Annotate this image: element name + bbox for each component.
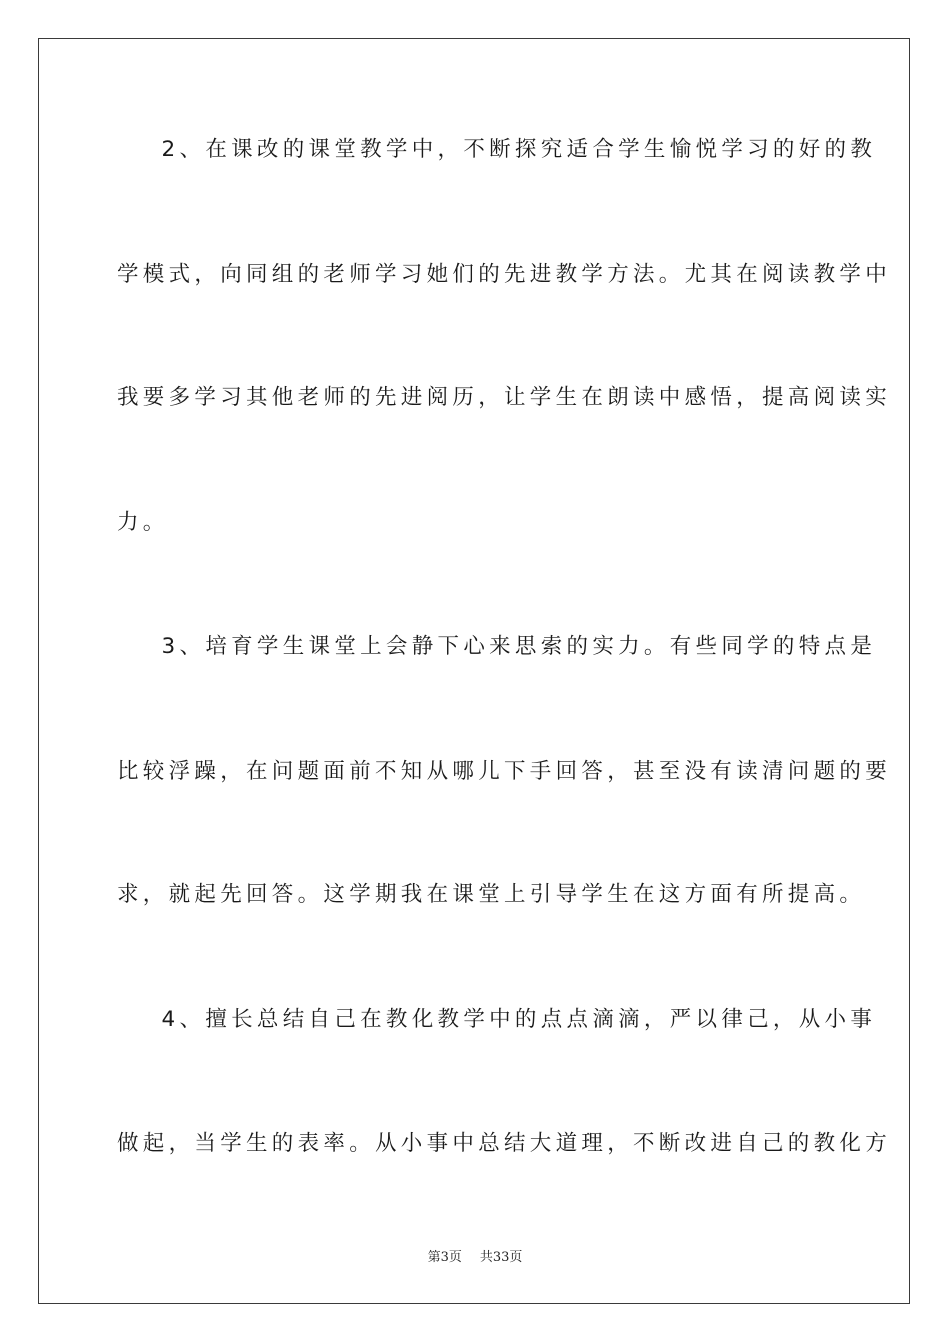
page-number: 第3页 (427, 1250, 462, 1265)
paragraph-line: 4、擅长总结自己在教化教学中的点点滴滴，严以律己，从小事 (117, 1007, 877, 1032)
paragraph-line: 做起，当学生的表率。从小事中总结大道理，不断改进自己的教化方 (117, 1131, 892, 1156)
paragraph-line: 比较浮躁，在问题面前不知从哪儿下手回答，甚至没有读清问题的要 (117, 759, 892, 784)
paragraph-line: 学模式，向同组的老师学习她们的先进教学方法。尤其在阅读教学中 (117, 262, 892, 287)
paragraph-line: 我要多学习其他老师的先进阅历，让学生在朗读中感悟，提高阅读实 (117, 385, 892, 410)
total-pages: 共33页 (479, 1250, 523, 1265)
page-footer (0, 1246, 950, 1265)
paragraph-line: 力。 (117, 510, 169, 535)
paragraph-line: 3、培育学生课堂上会静下心来思索的实力。有些同学的特点是 (117, 634, 877, 659)
page-border (38, 38, 910, 1304)
paragraph-line: 求，就起先回答。这学期我在课堂上引导学生在这方面有所提高。 (117, 882, 866, 907)
paragraph-line: 2、在课改的课堂教学中，不断探究适合学生愉悦学习的好的教 (117, 137, 877, 162)
